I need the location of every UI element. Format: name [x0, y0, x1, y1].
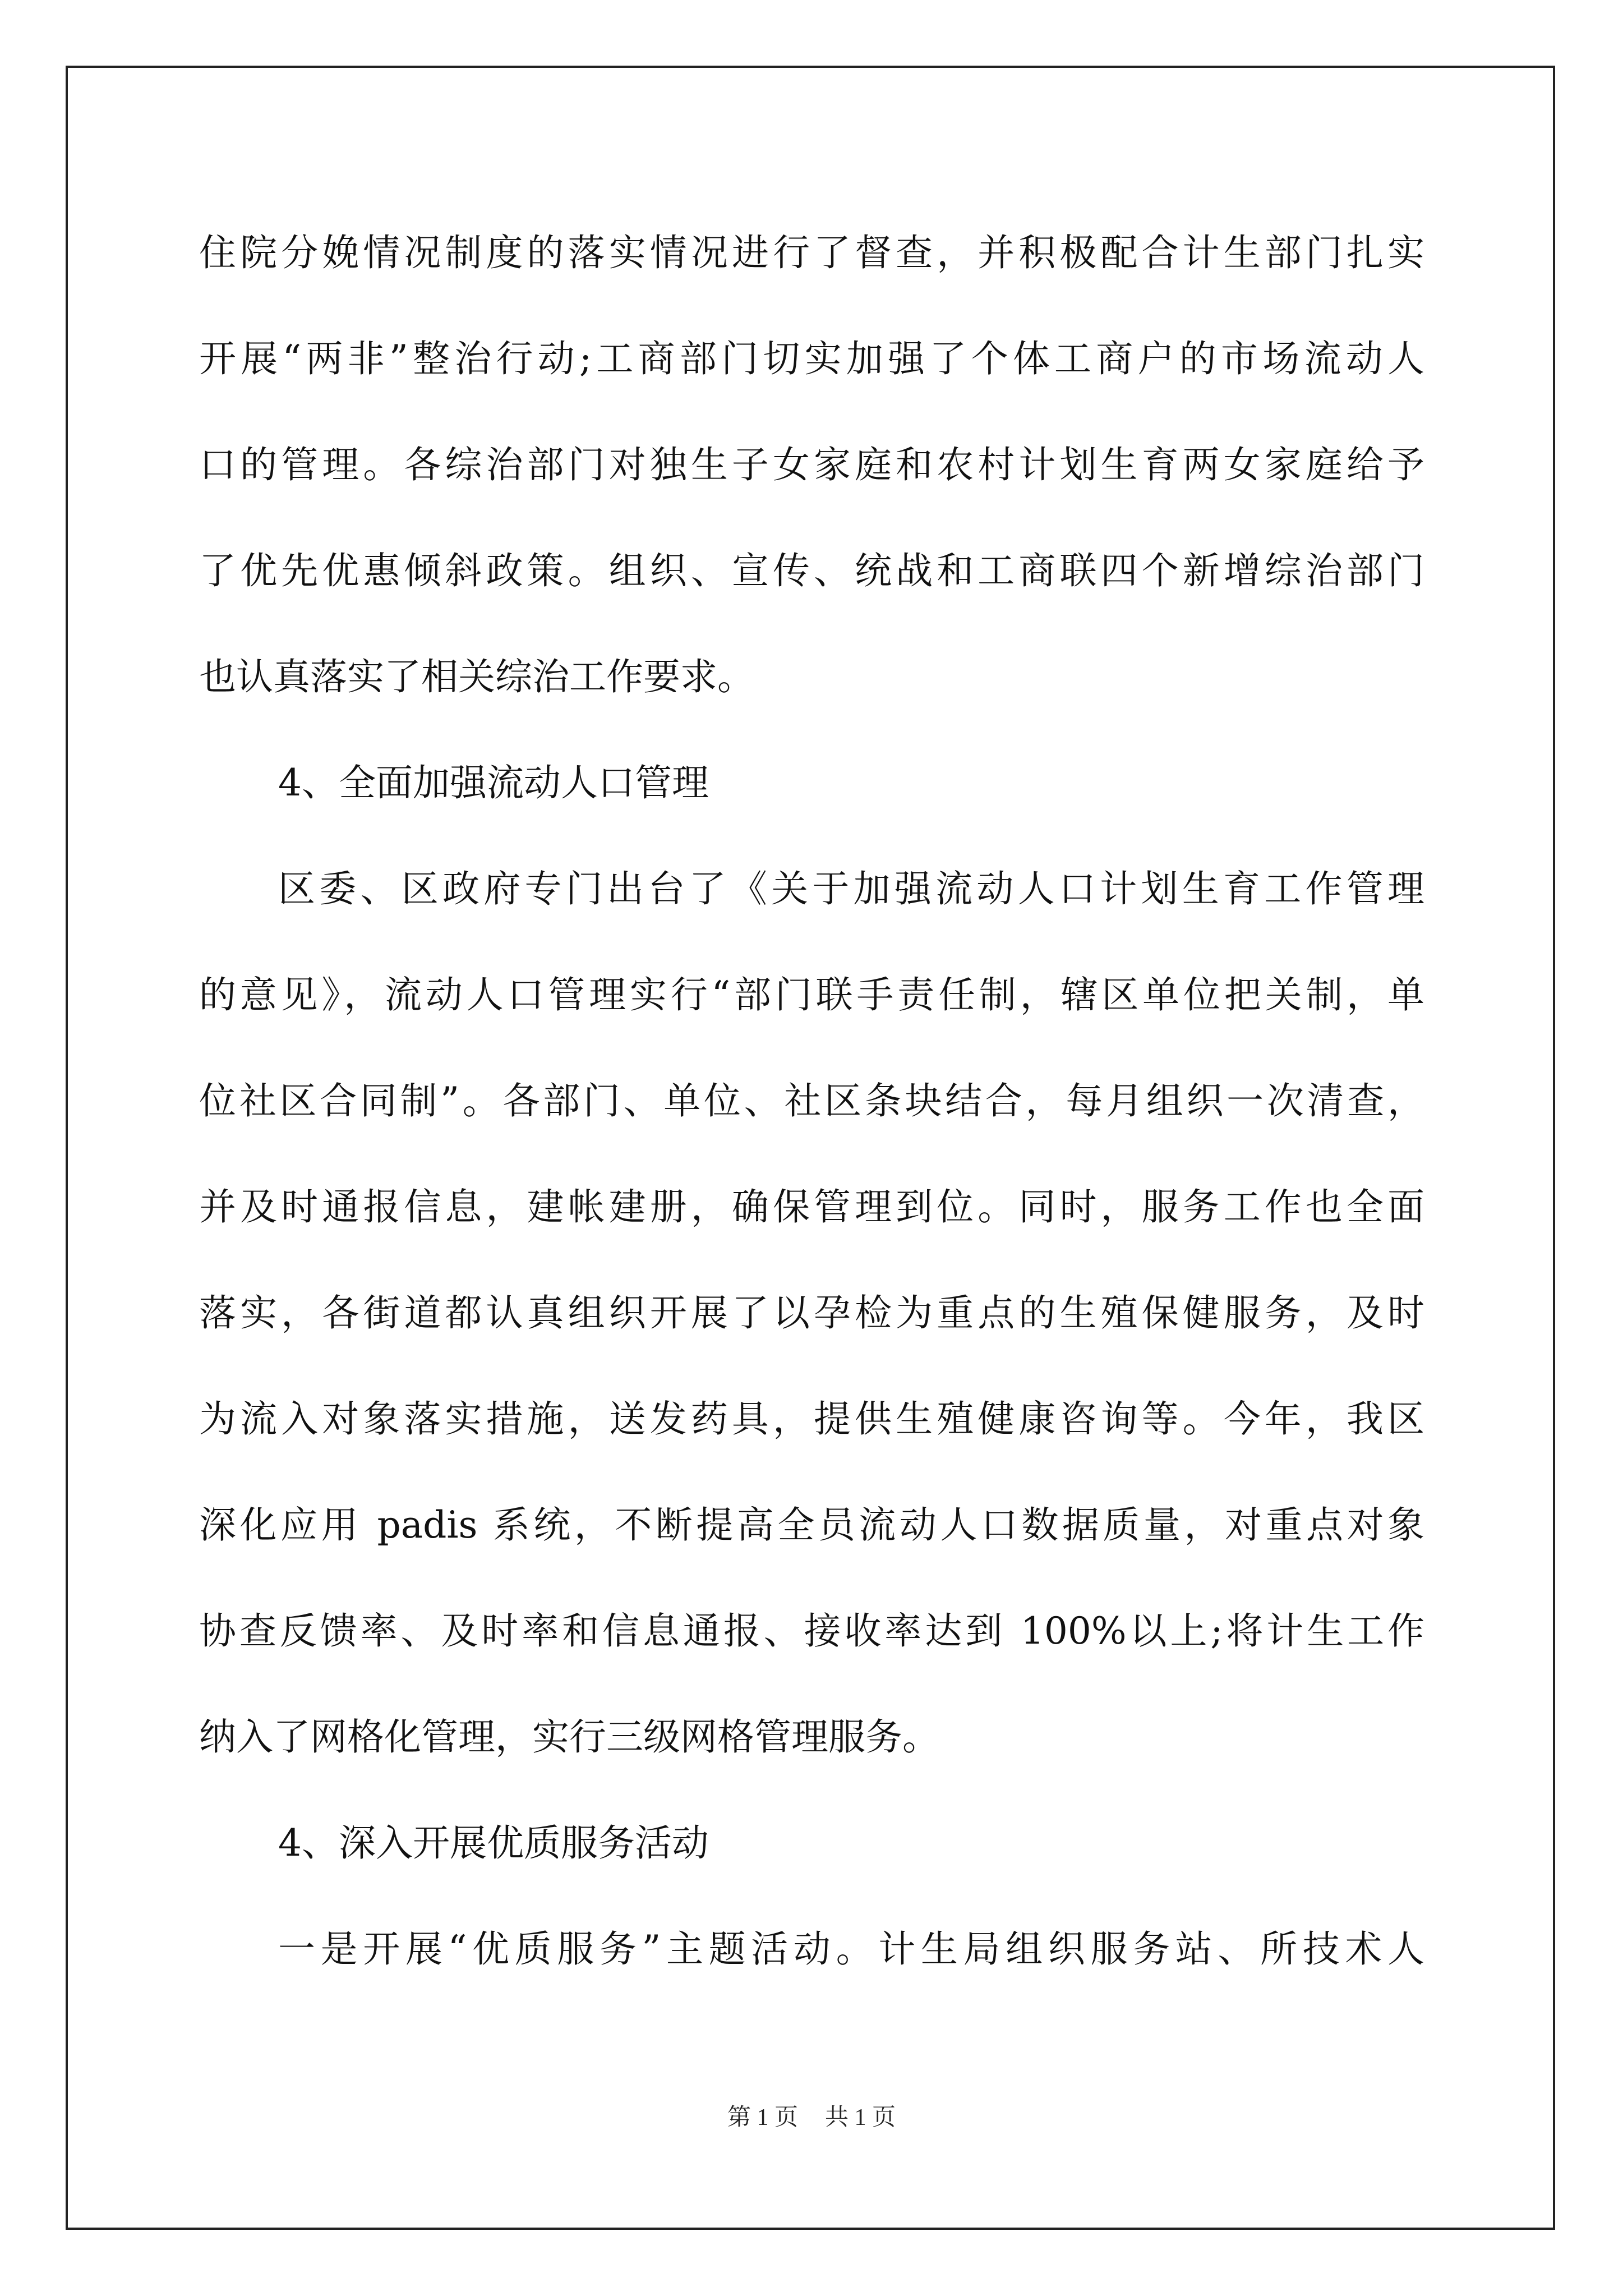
text-line: 协查反馈率、及时率和信息通报、接收率达到 100%以上;将计生工作: [199, 1609, 1424, 1653]
page-footer: [0, 2101, 1623, 2134]
text-line: 深化应用 padis 系统，不断提高全员流动人口数据质量，对重点对象: [199, 1503, 1424, 1547]
text-line: 位社区合同制”。各部门、单位、社区条块结合，每月组织一次清查，: [199, 1079, 1424, 1122]
text-line: 的意见》，流动人口管理实行“部门联手责任制，辖区单位把关制，单: [199, 973, 1424, 1016]
page-number-total: 共 1 页: [825, 2105, 896, 2131]
text-line: 区委、区政府专门出台了《关于加强流动人口计划生育工作管理: [278, 867, 1424, 910]
page-number-current: 第 1 页: [727, 2105, 798, 2131]
text-line: 口的管理。各综治部门对独生子女家庭和农村计划生育两女家庭给予: [199, 443, 1424, 486]
document-body: [199, 211, 1424, 2013]
text-line: 也认真落实了相关综治工作要求。: [199, 655, 754, 698]
text-line: 开展“两非”整治行动;工商部门切实加强了个体工商户的市场流动人: [199, 337, 1424, 380]
text-line: 了优先优惠倾斜政策。组织、宣传、统战和工商联四个新增综治部门: [199, 549, 1424, 592]
text-line: 为流入对象落实措施，送发药具，提供生殖健康咨询等。今年，我区: [199, 1397, 1424, 1441]
text-line: 一是开展“优质服务”主题活动。计生局组织服务站、所技术人: [278, 1927, 1424, 1971]
text-line: 纳入了网格化管理，实行三级网格管理服务。: [199, 1715, 939, 1759]
text-line: 落实，各街道都认真组织开展了以孕检为重点的生殖保健服务，及时: [199, 1291, 1424, 1335]
text-line: 并及时通报信息，建帐建册，确保管理到位。同时，服务工作也全面: [199, 1185, 1424, 1228]
text-line: 4、深入开展优质服务活动: [278, 1821, 709, 1865]
text-line: 住院分娩情况制度的落实情况进行了督查，并积极配合计生部门扎实: [199, 231, 1424, 274]
text-line: 4、全面加强流动人口管理: [278, 761, 709, 804]
